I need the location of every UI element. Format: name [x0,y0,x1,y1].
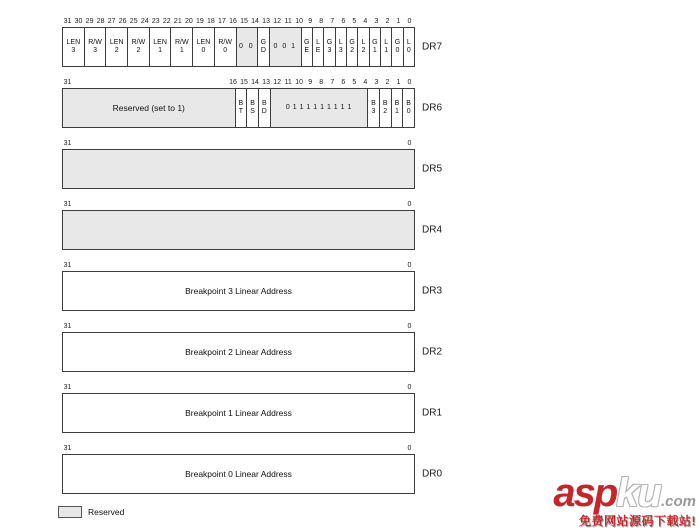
register-field [247,89,259,127]
field-label: 3 [93,47,97,54]
bit-tick: 11 [284,79,292,86]
register-box [62,88,415,128]
field-label: 0 1 1 1 1 1 1 1 1 1 [285,104,352,111]
register-field [358,28,369,66]
bit-ticks-row [62,259,415,271]
bit-tick: 25 [129,18,138,25]
register-box [62,271,415,311]
field-label: LEN [66,39,81,46]
bit-tick: 11 [284,18,292,25]
field-label: L [338,39,343,46]
register-field [63,150,414,188]
field-label: 2 [114,47,119,54]
bit-tick: 30 [74,18,83,25]
register-field [370,28,381,66]
reserved-swatch [58,506,82,518]
bit-ticks-row [62,198,415,210]
bit-tick: 31 [63,201,72,208]
bit-tick: 23 [151,18,160,25]
field-label: G [394,39,401,46]
register-diagram [62,15,443,503]
bit-tick: 24 [140,18,149,25]
register-field [302,28,313,66]
register-label: DR2 [422,346,443,358]
field-label: 0 0 [238,43,255,50]
register-field [63,272,414,310]
register-field [392,89,404,127]
bit-ticks-row [62,137,415,149]
field-label: 3 [327,47,332,54]
bit-tick: 22 [162,18,171,25]
register-field [215,28,237,66]
register-label: DR3 [422,285,443,297]
watermark-brand [553,473,696,513]
bit-tick: 0 [407,140,412,147]
bit-tick: 10 [295,18,304,25]
field-label: LEN [153,39,167,46]
register-field [106,28,128,66]
field-label: E [304,47,310,54]
bit-tick: 5 [352,18,357,25]
bit-tick: 0 [407,201,412,208]
register-label: DR6 [422,102,443,114]
register-field [380,89,392,127]
register-field [404,28,414,66]
field-label: L [361,39,366,46]
field-label: 1 [384,47,389,54]
bit-tick: 9 [308,79,313,86]
bit-tick: 0 [407,384,412,391]
register-box [62,27,415,67]
field-label: S [250,108,255,115]
register-field [85,28,107,66]
bit-tick: 0 [407,79,412,86]
bit-tick: 12 [273,18,282,25]
field-label: 1 [158,47,163,54]
register-field [193,28,215,66]
field-label: L [316,39,321,46]
bit-tick: 21 [173,18,182,25]
field-label: Breakpoint 0 Linear Address [185,469,292,479]
field-label: 0 [406,47,411,54]
register-box [62,454,415,494]
field-label: G [304,39,310,46]
register-field [171,28,193,66]
watermark-logo [553,473,696,529]
bit-tick: 14 [251,79,259,86]
field-label: 0 [201,47,206,54]
field-label: 1 [179,47,184,54]
register-field [63,394,414,432]
field-label: R/W [174,39,189,46]
field-label: Breakpoint 1 Linear Address [185,408,292,418]
watermark-ku-text: ku [616,471,661,515]
register-field [63,211,414,249]
field-label: 3 [71,47,76,54]
bit-tick: 14 [251,18,259,25]
field-label: 1 [372,47,377,54]
register-row-dr6 [62,76,443,128]
watermark-tagline: 免费网站源码下载站! [579,514,696,528]
register-field [392,28,403,66]
field-label: R/W [218,39,232,46]
bit-tick: 31 [63,18,72,25]
register-field [381,28,392,66]
bit-tick: 18 [207,18,215,25]
register-field [368,89,380,127]
bit-tick: 15 [240,18,248,25]
bit-tick: 16 [229,18,237,25]
register-field [128,28,150,66]
bit-tick: 0 [407,18,412,25]
bit-tick: 8 [319,18,324,25]
field-label: R/W [131,39,146,46]
field-label: G [326,39,333,46]
register-box [62,149,415,189]
register-field [63,28,85,66]
field-label: Breakpoint 3 Linear Address [185,286,292,296]
field-label: B [250,100,255,107]
register-field [237,28,259,66]
field-label: B [261,100,267,107]
bit-tick: 28 [96,18,105,25]
field-label: G [372,39,378,46]
field-label: 2 [350,47,355,54]
field-label: 0 [406,108,411,115]
watermark-com-text: .com [660,493,696,510]
field-label: B [238,100,244,107]
field-label: 3 [338,47,343,54]
field-label: 2 [136,47,141,54]
bit-tick: 10 [295,79,304,86]
field-label: B [394,100,400,107]
register-row-dr0 [62,442,443,494]
register-field [347,28,358,66]
bit-tick: 15 [240,79,248,86]
register-row-dr2 [62,320,443,372]
watermark-asp-text: asp [553,471,617,515]
bit-tick: 2 [385,79,390,86]
field-label: D [260,47,266,54]
register-box [62,332,415,372]
register-label: DR5 [422,163,443,175]
register-field [336,28,347,66]
register-field [259,89,271,127]
bit-tick: 3 [374,79,379,86]
field-label: D [261,108,267,115]
bit-tick: 31 [63,384,72,391]
bit-tick: 12 [273,79,282,86]
register-row-dr5 [62,137,443,189]
bit-ticks-row [62,381,415,393]
bit-tick: 16 [229,79,237,86]
bit-tick: 31 [63,79,72,86]
register-field [150,28,172,66]
field-label: B [406,100,411,107]
bit-tick: 13 [262,79,270,86]
register-field [403,89,414,127]
register-field [270,28,302,66]
bit-tick: 31 [63,262,72,269]
register-field [63,89,236,127]
bit-tick: 29 [85,18,94,25]
field-label: 0 [223,47,228,54]
bit-ticks-row [62,15,415,27]
register-row-dr1 [62,381,443,433]
field-label: G [260,39,267,46]
field-label: Reserved (set to 1) [112,103,185,113]
register-field [258,28,269,66]
legend [58,506,124,518]
register-field [313,28,324,66]
bit-tick: 17 [218,18,226,25]
bit-tick: 3 [374,18,379,25]
bit-tick: 26 [118,18,127,25]
bit-tick: 6 [341,79,346,86]
field-label: 0 0 1 [273,43,297,50]
legend-label: Reserved [88,507,125,517]
field-label: B [382,100,388,107]
field-label: 1 [394,108,399,115]
field-label: G [349,39,355,46]
register-label: DR1 [422,407,443,419]
field-label: B [371,100,376,107]
field-label: 2 [361,47,366,54]
register-field [271,89,368,127]
register-field [63,455,414,493]
bit-tick: 1 [396,79,401,86]
field-label: L [406,39,411,46]
field-label: Breakpoint 2 Linear Address [185,347,292,357]
bit-tick: 0 [407,445,412,452]
bit-tick: 6 [341,18,346,25]
field-label: LEN [109,39,124,46]
bit-tick: 31 [63,140,72,147]
bit-tick: 31 [63,323,72,330]
register-label: DR4 [422,224,443,236]
field-label: 3 [371,108,376,115]
field-label: R/W [88,39,102,46]
register-box [62,210,415,250]
field-label: T [238,108,243,115]
field-label: E [315,47,321,54]
bit-tick: 8 [319,79,324,86]
register-field [63,333,414,371]
field-label: L [384,39,389,46]
bit-tick: 1 [396,18,401,25]
register-row-dr3 [62,259,443,311]
bit-tick: 4 [363,18,368,25]
bit-tick: 5 [352,79,357,86]
register-field [236,89,248,127]
bit-tick: 19 [195,18,204,25]
bit-tick: 0 [407,323,412,330]
bit-tick: 4 [363,79,368,86]
register-label: DR0 [422,468,443,480]
register-box [62,393,415,433]
register-row-dr4 [62,198,443,250]
bit-ticks-row [62,442,415,454]
bit-tick: 0 [407,262,412,269]
bit-tick: 13 [262,18,270,25]
bit-tick: 7 [330,79,335,86]
bit-tick: 20 [184,18,193,25]
register-label: DR7 [422,41,443,53]
bit-tick: 7 [330,18,335,25]
bit-tick: 2 [385,18,390,25]
bit-tick: 9 [308,18,313,25]
bit-ticks-row [62,320,415,332]
register-field [324,28,335,66]
bit-tick: 31 [63,445,72,452]
field-label: LEN [196,39,211,46]
register-row-dr7 [62,15,443,67]
bit-tick: 27 [107,18,116,25]
bit-ticks-row [62,76,415,88]
field-label: 2 [383,108,388,115]
field-label: 0 [395,47,400,54]
